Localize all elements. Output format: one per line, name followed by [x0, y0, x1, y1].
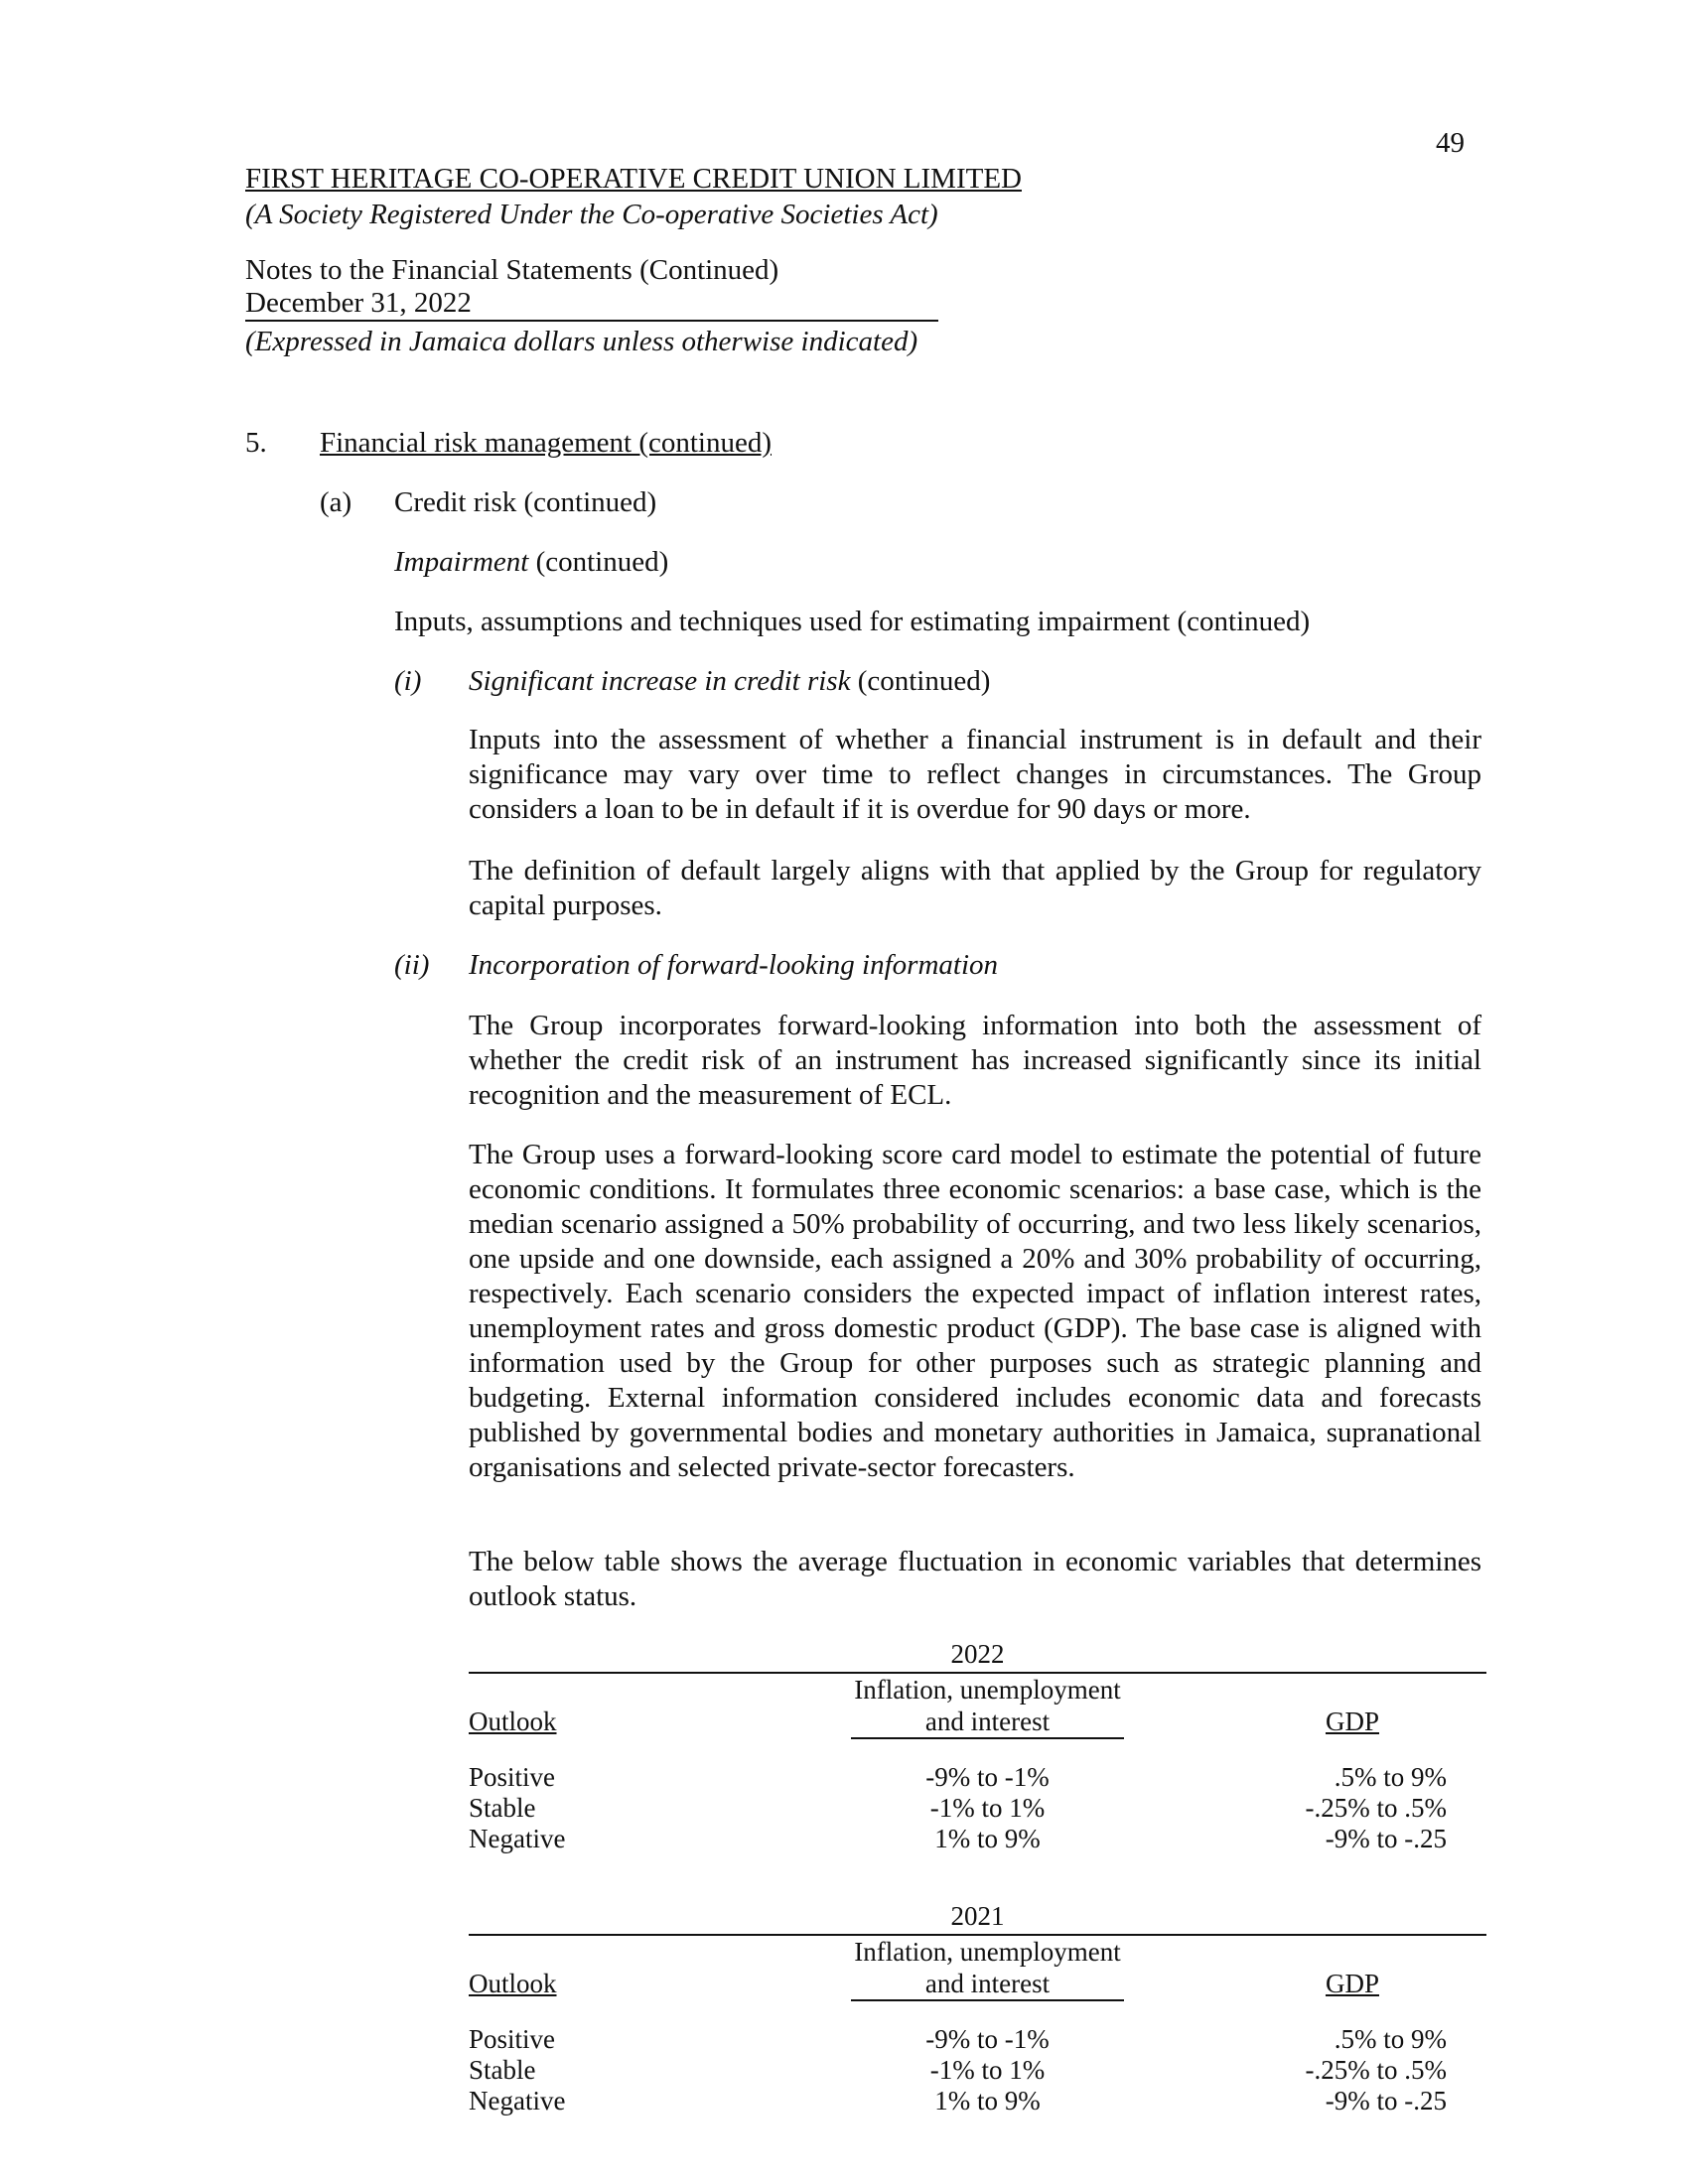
- row-gdp: -9% to -.25: [1325, 2086, 1447, 2116]
- row-mid: 1% to 9%: [934, 1824, 1041, 1853]
- item-i-paragraph-2: [469, 854, 1481, 923]
- row-gdp: .5% to 9%: [1334, 1762, 1447, 1792]
- row-outlook: Stable: [469, 1793, 536, 1823]
- org-subtitle: (A Society Registered Under the Co-operative Societies Act): [245, 199, 938, 230]
- row-outlook: Stable: [469, 2055, 536, 2085]
- item-ii-paragraph-3: [469, 1545, 1481, 1614]
- outlook-table-2021: [469, 1900, 1486, 2118]
- page-number: 49: [1436, 127, 1465, 159]
- impairment-italic: Impairment: [394, 546, 529, 578]
- row-gdp: -.25% to .5%: [1305, 1793, 1447, 1823]
- item-i-title: [469, 665, 990, 697]
- item-ii-para3-text: The below table shows the average fluctuation in economic variables that determines outlook status.: [469, 1546, 1481, 1612]
- col-header-gdp: GDP: [1325, 1706, 1379, 1736]
- item-i-label: (i): [394, 665, 422, 697]
- item-ii-paragraph-1: [469, 1009, 1481, 1113]
- item-i-para2-text: The definition of default largely aligns with that applied by the Group for regulatory capital purposes.: [469, 855, 1481, 921]
- item-ii-title: Incorporation of forward-looking information: [469, 949, 999, 981]
- item-ii-para2-text: The Group uses a forward-looking score card model to estimate the potential of future economic conditions. It formulates three economic scenarios: a base case, which is the median scenario assigned a 50% probability of occurring, and two less likely scenarios, one upside and one downside, each assigned a 20% and 30% probability of occurring, respectively. Each scenario considers the expected impact of inflation interest rates, unemployment rates and gross domestic product (GDP). The base case is aligned with information used by the Group for other purposes such as strategic planning and budgeting. External information considered includes economic data and forecasts published by governmental bodies and monetary authorities in Jamaica, supranational organisations and selected private-sector forecasters.: [469, 1139, 1481, 1483]
- row-mid: -1% to 1%: [929, 1793, 1046, 1823]
- col-header-outlook: Outlook: [469, 1706, 557, 1736]
- row-outlook: Positive: [469, 2024, 556, 2054]
- item-ii-label: (ii): [394, 949, 430, 981]
- outlook-table-2022: [469, 1638, 1486, 1856]
- item-ii-para1-text: The Group incorporates forward-looking information into both the assessment of whether the credit risk of an instrument has increased significantly since its initial recognition and the measurement of ECL.: [469, 1010, 1481, 1111]
- impairment-rest: (continued): [528, 546, 669, 578]
- col-header-mid-line2: and interest: [851, 1706, 1124, 1739]
- item-i-title-rest: (continued): [850, 665, 991, 697]
- row-mid: -9% to -1%: [925, 1762, 1050, 1792]
- row-mid: 1% to 9%: [934, 2086, 1041, 2116]
- impairment-heading: [394, 546, 668, 578]
- currency-note: (Expressed in Jamaica dollars unless otherwise indicated): [245, 326, 918, 357]
- item-i-paragraph-1: [469, 723, 1481, 827]
- col-header-outlook: Outlook: [469, 1969, 557, 1998]
- item-i-para1-text: Inputs into the assessment of whether a financial instrument is in default and their significance may vary over time to reflect changes in circumstances. The Group considers a loan to be in default if it is overdue for 90 days or more.: [469, 724, 1481, 825]
- col-header-gdp: GDP: [1325, 1969, 1379, 1998]
- item-i-title-italic: Significant increase in credit risk: [469, 665, 851, 697]
- statement-date: [245, 286, 938, 322]
- col-header-mid-line1: Inflation, unemployment: [854, 1675, 1121, 1705]
- section-title: Financial risk management (continued): [320, 427, 772, 459]
- row-outlook: Positive: [469, 1762, 556, 1792]
- col-header-mid-line2: and interest: [851, 1968, 1124, 2001]
- row-outlook: Negative: [469, 2086, 566, 2116]
- org-name: FIRST HERITAGE CO-OPERATIVE CREDIT UNION LIMITED: [245, 163, 1022, 195]
- table-year: 2021: [950, 1901, 1005, 1931]
- row-gdp: -9% to -.25: [1325, 1824, 1447, 1853]
- col-header-mid-line1: Inflation, unemployment: [854, 1937, 1121, 1967]
- row-outlook: Negative: [469, 1824, 566, 1853]
- section-number: 5.: [245, 427, 267, 459]
- inputs-heading: Inputs, assumptions and techniques used for estimating impairment (continued): [394, 606, 1311, 637]
- subsection-label: (a): [320, 486, 352, 518]
- item-ii-paragraph-2: [469, 1138, 1481, 1485]
- row-gdp: .5% to 9%: [1334, 2024, 1447, 2054]
- notes-title: Notes to the Financial Statements (Continued): [245, 254, 779, 286]
- table-year: 2022: [950, 1639, 1005, 1669]
- row-mid: -9% to -1%: [925, 2024, 1050, 2054]
- statement-date-text: December 31, 2022: [245, 287, 472, 319]
- row-gdp: -.25% to .5%: [1305, 2055, 1447, 2085]
- row-mid: -1% to 1%: [929, 2055, 1046, 2085]
- subsection-title: Credit risk (continued): [394, 486, 657, 518]
